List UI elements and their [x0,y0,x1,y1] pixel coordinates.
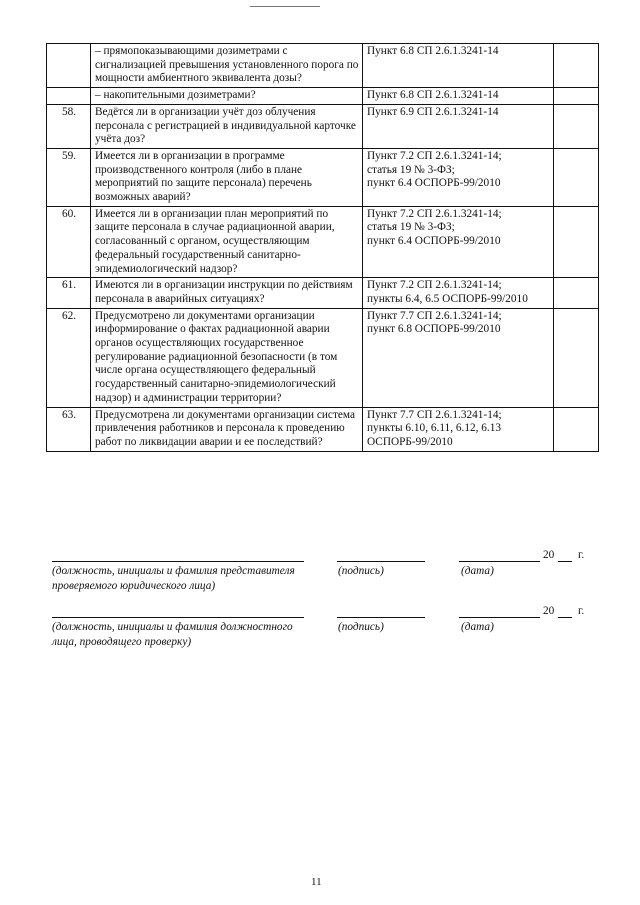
row-reference: Пункт 6.9 СП 2.6.1.3241-14 [363,104,554,148]
checklist-row [47,44,599,88]
reference-line: пункты 6.10, 6.11, 6.12, 6.13 [367,422,502,435]
row-number [47,88,91,105]
checklist-rows [47,44,599,452]
insp-date-line [459,617,540,618]
checklist-row [47,104,599,148]
checklist-row [47,88,599,105]
insp-signature-label: (подпись) [338,621,384,633]
insp-year-prefix: 20 [543,605,555,617]
row-question: Имеется ли в организации в программе производственного контроля (либо в плане мероприятий по защите персонала) перечень возможных аварий? [91,148,363,206]
reference-line: Пункт 7.2 СП 2.6.1.3241-14; [367,207,502,220]
checklist-table [46,43,599,452]
checklist-row [47,308,599,407]
rep-position-label-1: (должность, инициалы и фамилия представителя [52,565,295,577]
reference-line: Пункт 7.2 СП 2.6.1.3241-14; [367,279,502,292]
checklist-row [47,278,599,308]
reference-line: пункты 6.4, 6.5 ОСПОРБ-99/2010 [367,292,528,305]
row-number [47,44,91,88]
reference-line: пункт 6.4 ОСПОРБ-99/2010 [367,235,501,248]
insp-position-line [52,617,304,618]
checklist-row [47,206,599,278]
row-reference [363,148,554,206]
insp-year-line [558,617,572,618]
insp-year-suffix: г. [578,605,585,617]
insp-position-label-2: лица, проводящего проверку) [52,636,192,648]
reference-line: статья 19 № 3-ФЗ; [367,163,455,176]
reference-line: пункт 6.4 ОСПОРБ-99/2010 [367,177,501,190]
insp-signature-line [337,617,425,618]
row-number: 63. [47,407,91,451]
reference-line: статья 19 № 3-ФЗ; [367,221,455,234]
row-number: 58. [47,104,91,148]
row-answer-cell [554,88,599,105]
row-reference [363,278,554,308]
row-answer-cell [554,148,599,206]
reference-line: Пункт 7.7 СП 2.6.1.3241-14; [367,309,502,322]
scan-top-line [250,6,320,7]
reference-line: Пункт 7.7 СП 2.6.1.3241-14; [367,408,502,421]
reference-line: ОСПОРБ-99/2010 [367,435,453,448]
row-reference: Пункт 6.8 СП 2.6.1.3241-14 [363,44,554,88]
row-number: 62. [47,308,91,407]
row-number: 59. [47,148,91,206]
row-reference: Пункт 6.8 СП 2.6.1.3241-14 [363,88,554,105]
row-answer-cell [554,104,599,148]
rep-signature-line [337,561,425,562]
row-question: Ведётся ли в организации учёт доз облучения персонала с регистрацией в индивидуальной карточке учёта доз? [91,104,363,148]
row-answer-cell [554,407,599,451]
row-reference [363,308,554,407]
reference-line: пункт 6.8 ОСПОРБ-99/2010 [367,323,501,336]
page-number: 11 [311,876,322,888]
rep-year-prefix: 20 [543,549,555,561]
row-number: 60. [47,206,91,278]
row-question: Имеются ли в организации инструкции по действиям персонала в аварийных ситуациях? [91,278,363,308]
checklist-row [47,148,599,206]
row-number: 61. [47,278,91,308]
reference-line: Пункт 7.2 СП 2.6.1.3241-14; [367,149,502,162]
row-question: Имеется ли в организации план мероприятий по защите персонала в случае радиационной аварии, согласованный с органом, осуществляющим федеральный государственный санитарно-эпидемиологический надзор? [91,206,363,278]
row-answer-cell [554,206,599,278]
rep-date-label: (дата) [461,565,494,577]
row-question: Предусмотрено ли документами организации информирование о фактах радиационной аварии органов осуществляющих государственное регулирование радиационной безопасности (в том числе органа осуществляющего федеральный государственный санитарно-эпидемиологический надзор) и администрации территории? [91,308,363,407]
rep-signature-label: (подпись) [338,565,384,577]
row-question: Предусмотрена ли документами организации система привлечения работников и персонала к проведению работ по ликвидации аварии и ее последствий? [91,407,363,451]
rep-date-line [459,561,540,562]
rep-year-suffix: г. [578,549,585,561]
row-question: – прямопоказывающими дозиметрами с сигнализацией превышения установленного порога по мощности амбиентного эквивалента дозы? [91,44,363,88]
rep-position-label-2: проверяемого юридического лица) [52,580,216,592]
rep-position-line [52,561,304,562]
row-reference [363,407,554,451]
row-answer-cell [554,308,599,407]
rep-year-line [558,561,572,562]
row-reference [363,206,554,278]
insp-position-label-1: (должность, инициалы и фамилия должностного [52,621,293,633]
row-answer-cell [554,278,599,308]
insp-date-label: (дата) [461,621,494,633]
checklist-row [47,407,599,451]
row-question: – накопительными дозиметрами? [91,88,363,105]
row-answer-cell [554,44,599,88]
